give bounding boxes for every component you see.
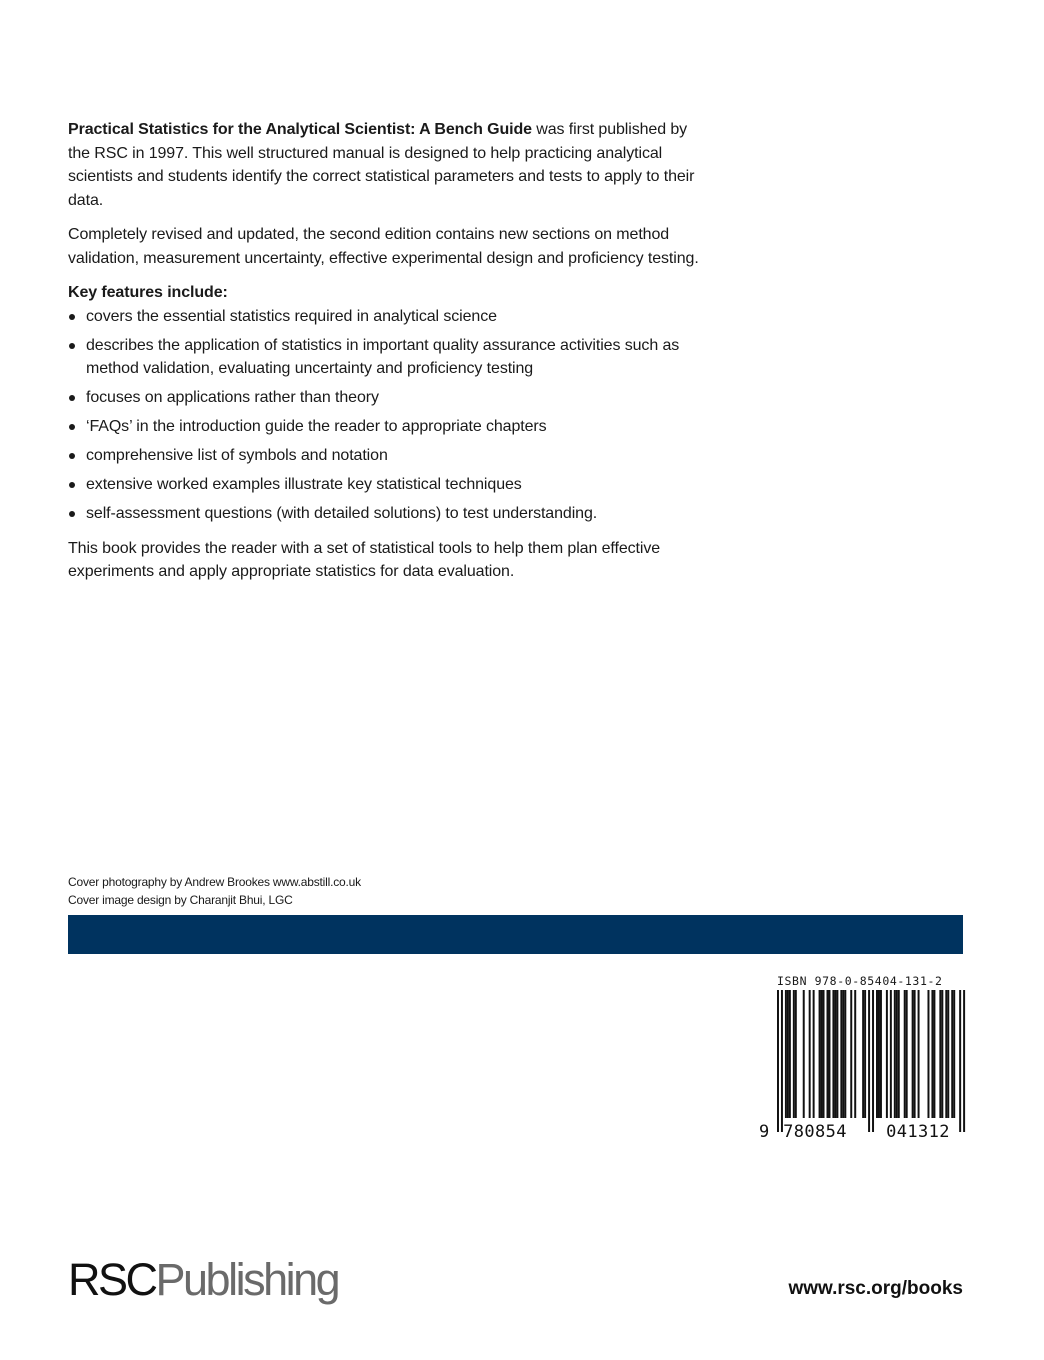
barcode-bar <box>898 990 900 1118</box>
feature-text: self-assessment questions (with detailed solutions) to test understanding. <box>86 505 598 522</box>
feature-text: describes the application of statistics in important quality assurance activities such as method validation, evaluating uncertainty and proficiency testing <box>86 336 680 377</box>
barcode-bar <box>862 990 864 1118</box>
isbn-label: ISBN 978-0-85404-131-2 <box>777 974 943 988</box>
barcode-right-digits: 041312 <box>886 1122 950 1142</box>
bullet-icon <box>69 343 75 349</box>
intro-text: was first published by the RSC in 1997. This well structured manual is designed to help practicing analytical scientists and students identify the correct statistical parameters and tests to apply to their data. <box>68 121 695 209</box>
barcode-bar <box>789 990 791 1118</box>
barcode-bar <box>787 990 789 1118</box>
bullet-icon <box>69 453 75 459</box>
barcode-bar <box>850 990 852 1118</box>
feature-item <box>68 444 708 468</box>
barcode-bar <box>906 990 908 1118</box>
barcode-bar <box>785 990 787 1118</box>
barcode-bar <box>864 990 866 1118</box>
barcode-bar <box>953 990 955 1118</box>
barcode-bar <box>823 990 825 1118</box>
barcode-bar <box>959 990 961 1132</box>
barcode-bar <box>880 990 882 1118</box>
barcode-bar <box>795 990 797 1118</box>
bullet-icon <box>69 395 75 401</box>
feature-text: focuses on applications rather than theory <box>86 389 379 406</box>
barcode-bar <box>933 990 935 1118</box>
barcode-bar <box>777 990 779 1132</box>
revised-paragraph: Completely revised and updated, the second edition contains new sections on method validation, measurement uncertainty, effective experimental design and proficiency testing. <box>68 226 699 267</box>
barcode-bar <box>827 990 829 1118</box>
isbn-barcode <box>755 974 967 1142</box>
rsc-publishing-logo <box>68 1254 338 1306</box>
barcode-bar <box>834 990 836 1118</box>
barcode-bar <box>941 990 943 1118</box>
barcode-bar <box>840 990 842 1118</box>
barcode-bar <box>809 990 811 1118</box>
barcode-bar <box>914 990 916 1118</box>
logo-publishing: Publishing <box>155 1254 339 1305</box>
book-title: Practical Statistics for the Analytical Scientist: A Bench Guide <box>68 121 532 138</box>
barcode-bar <box>927 990 929 1118</box>
description-block <box>68 118 708 595</box>
feature-item <box>68 502 708 526</box>
barcode-bar <box>931 990 933 1118</box>
barcode-bar <box>836 990 838 1118</box>
color-band <box>68 915 963 954</box>
barcode-bar <box>912 990 914 1118</box>
barcode-bar <box>868 990 870 1132</box>
feature-item <box>68 305 708 329</box>
barcode-bar <box>854 990 856 1118</box>
barcode-bar <box>896 990 898 1118</box>
barcode-bar <box>872 990 874 1132</box>
barcode-bar <box>832 990 834 1118</box>
barcode-bar <box>918 990 920 1118</box>
barcode-bar <box>828 990 830 1118</box>
barcode-bar <box>951 990 953 1118</box>
bullet-icon <box>69 424 75 430</box>
barcode-left-digits: 780854 <box>783 1122 847 1142</box>
barcode-bar <box>876 990 878 1118</box>
barcode-bar <box>781 990 783 1132</box>
feature-text: extensive worked examples illustrate key statistical techniques <box>86 476 522 493</box>
feature-item <box>68 415 708 439</box>
feature-text: ‘FAQs’ in the introduction guide the reader to appropriate chapters <box>86 418 547 435</box>
barcode-bar <box>890 990 892 1118</box>
cover-credits <box>68 874 361 909</box>
barcode-bar <box>963 990 965 1132</box>
barcode-bar <box>894 990 896 1118</box>
barcode-bar <box>844 990 846 1118</box>
barcode-bar <box>939 990 941 1118</box>
barcode-bar <box>821 990 823 1118</box>
barcode-bar <box>886 990 888 1118</box>
barcode-icon <box>755 974 967 1142</box>
feature-text: comprehensive list of symbols and notation <box>86 447 388 464</box>
barcode-bar <box>813 990 815 1118</box>
logo-rsc: RSC <box>68 1254 156 1305</box>
website-url: www.rsc.org/books <box>788 1278 963 1299</box>
barcode-bar <box>842 990 844 1118</box>
barcode-bar <box>793 990 795 1118</box>
bullet-icon <box>69 314 75 320</box>
barcode-bar <box>878 990 880 1118</box>
feature-item <box>68 473 708 497</box>
barcode-bar <box>904 990 906 1118</box>
barcode-bar <box>819 990 821 1118</box>
features-list <box>68 305 708 526</box>
bullet-icon <box>69 482 75 488</box>
closing-paragraph: This book provides the reader with a set of statistical tools to help them plan effective experiments and apply appropriate statistics for data evaluation. <box>68 539 661 580</box>
feature-item <box>68 386 708 410</box>
features-heading: Key features include: <box>68 284 228 301</box>
bullet-icon <box>69 511 75 517</box>
feature-item <box>68 334 708 381</box>
photo-credit: Cover photography by Andrew Brookes www.abstill.co.uk <box>68 875 361 889</box>
intro-paragraph <box>68 118 708 212</box>
feature-text: covers the essential statistics required in analytical science <box>86 307 497 325</box>
barcode-bar <box>945 990 947 1118</box>
design-credit: Cover image design by Charanjit Bhui, LGC <box>68 892 293 907</box>
barcode-bar <box>947 990 949 1118</box>
barcode-lead-digit: 9 <box>759 1122 770 1142</box>
barcode-bar <box>803 990 805 1118</box>
